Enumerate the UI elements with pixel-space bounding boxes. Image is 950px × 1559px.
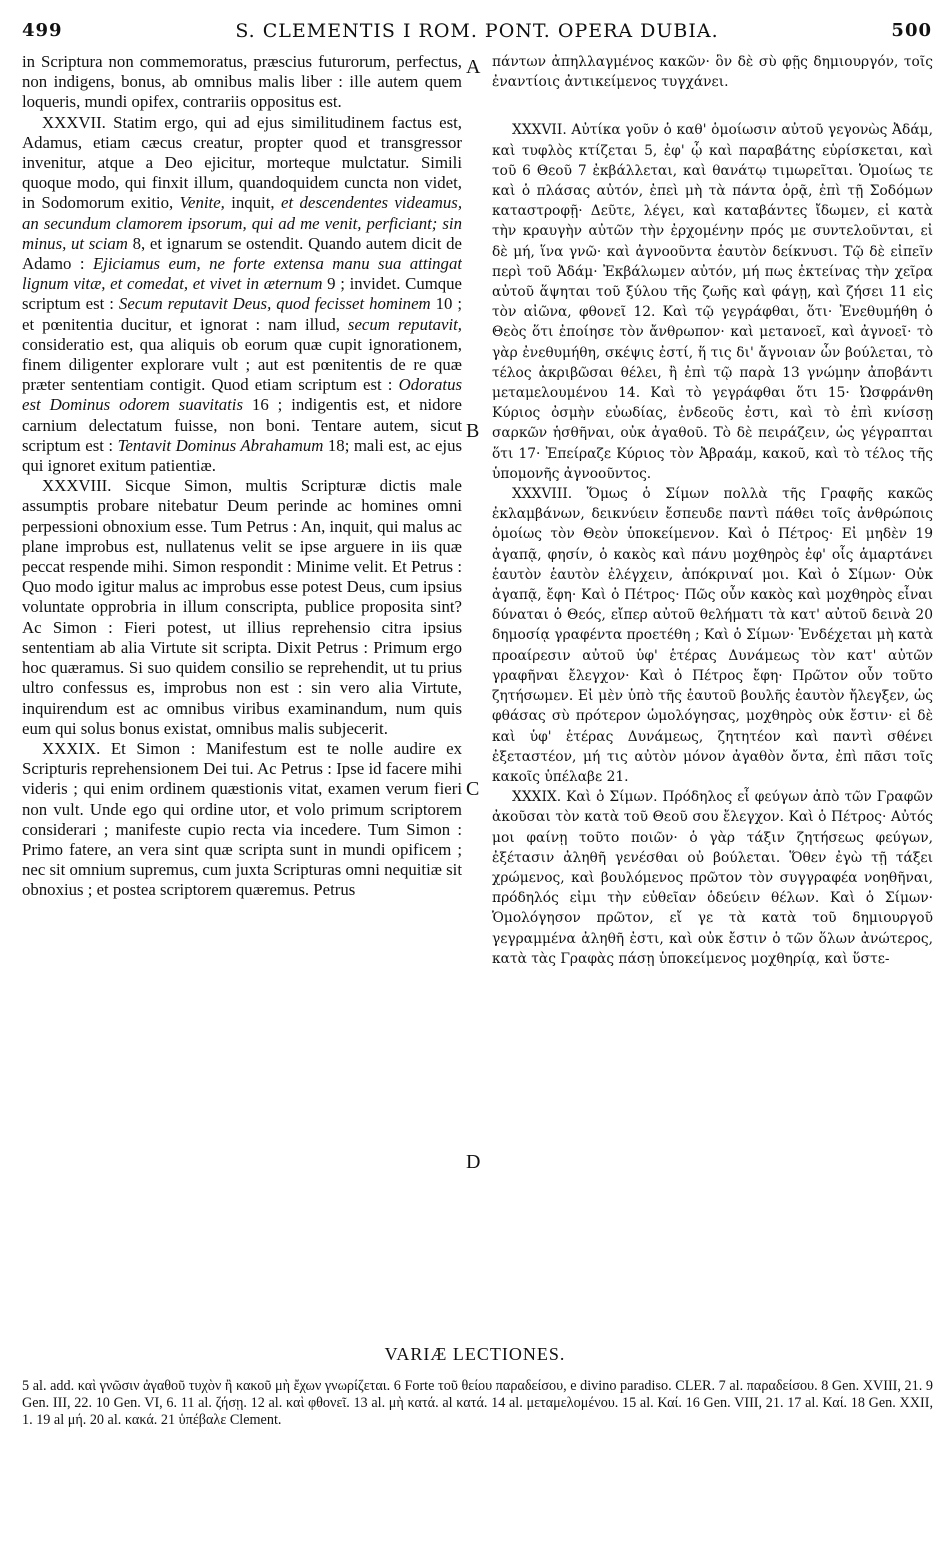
running-header <box>22 14 932 44</box>
greek-section-39: XXXIX. Καὶ ὁ Σίμων. Πρόδηλος εἶ φεύγων ἀπὸ τῶν Γραφῶν ἀκοῦσαι τὸν κατὰ τοῦ Θεοῦ σου ἔλεγχον. Καὶ ὁ Πέτρος· Αὐτός μοι φαίνῃ τοῦτο ποιῶν· ὁ γὰρ τάξιν ζητήσεως φεύγων, ἐξέτασιν ἀληθῆ γενέσθαι οὐ βούλεται. Ὅθεν ἐγὼ τῇ τάξει χρώμενος, καὶ βουλόμενος πρῶτον τὸν συγγραφέα νοηθῆναι, πρόδηλός εἰμι τὴν εὐθεῖαν ὁδεύειν θέλων. Καὶ ὁ Σίμων· Ὁμολόγησον πρῶτον, εἴ γε τὰ κατὰ τοῦ δημιουργοῦ γεγραμμένα ἀληθῆ ἐστι, καὶ οὐκ ἔστιν ὁ τῶν ὅλων ἀνώτερος, κατὰ τὰς Γραφὰς πάσῃ ὑποκείμενος μοχθηρίᾳ, καὶ ὕστε- <box>492 789 933 967</box>
latin-column <box>22 52 462 1322</box>
running-title: S. CLEMENTIS I ROM. PONT. OPERA DUBIA. <box>235 20 719 42</box>
page-number-right: 500 <box>891 20 932 41</box>
page-number-left: 499 <box>22 20 63 41</box>
greek-section-37: XXXVII. Αὐτίκα γοῦν ὁ καθ' ὁμοίωσιν αὐτοῦ γεγονὼς Ἀδάμ, καὶ τυφλὸς κτίζεται 5, ἐφ' ᾧ καὶ παραβάτης εὑρίσκεται, καὶ τοῦ 6 Θεοῦ 7 ἐκβάλλεται, καὶ θανάτῳ τιμωρεῖται. Ὁμοίως τε καὶ ὁ πλάσας αὐτόν, ἐπεὶ μὴ τὰ πάντα ὁρᾷ, ἐπὶ τῇ Σοδόμων καταστροφῇ· Δεῦτε, λέγει, καὶ καταβάντες ἴδωμεν, εἰ κατὰ τὴν κραυγὴν αὐτῶν τὴν ἐρχομένην πρός με συντελοῦνται, εἰ δὲ μή, ἵνα γνῶ· καὶ ἀγνοοῦντα ἑαυτὸν δείκνυσι. Τῷ δὲ εἰπεῖν περὶ τοῦ Ἀδάμ· Ἐκβάλωμεν αὐτόν, μή πως ἐκτείνας τὴν χεῖρα αὐτοῦ ἅψηται τοῦ ξύλου τῆς ζωῆς καὶ φάγῃ, καὶ ζήσει 11 εἰς τὸν αἰῶνα, φθονεῖ 12. Καὶ τῷ γεγράφθαι, ὅτι· Ἐνεθυμήθη ὁ Θεὸς ὅτι ἐποίησε τὸν ἄνθρωπον· καὶ μετανοεῖ, καὶ ἀγνοεῖ· τὸ γὰρ ἐνεθυμήθη, σκέψις ἐστί, ἥ τις δι' ἄγνοιαν ὧν βούλεται, τὸ τέλος ἀκριβῶσαι θέλει, ἢ ἐπὶ τῷ παρὰ 13 γνώμην ἀποβάντι μεταμελουμένου 14. Καὶ τὸ γεγράφθαι ὅτι 15· Ὠσφράνθη Κύριος ὀσμὴν εὐωδίας, ἐνδεοῦς ἐστι, καὶ τὸ ἐπὶ κνίσσῃ σαρκῶν ἡσθῆναι, οὐκ ἀγαθοῦ. Τὸ δὲ πειράζειν, ὡς γέγραπται ὅτι 17· Ἐπείραζε Κύριος τὸν Ἀβραάμ, κακοῦ, καὶ τὸ τέλος τῆς ὑπομονῆς ἀγνοοῦντος. <box>492 122 933 482</box>
variae-lectiones-heading: VARIÆ LECTIONES. <box>384 1344 566 1364</box>
margin-marker-a: A <box>466 56 481 78</box>
margin-marker-b: B <box>466 420 480 442</box>
variae-lectiones-notes: 5 al. add. καὶ γνῶσιν ἀγαθοῦ τυχὸν ἢ κακοῦ μὴ ἔχων γνωρίζεται. 6 Forte τοῦ θείου παραδείσου, e divino paradiso. CLER. 7 al. παραδείσου. 8 Gen. XVIII, 21. 9 Gen. III, 22. 10 Gen. VI, 6. 11 al. ζήσῃ. 12 al. καὶ φθονεῖ. 13 al. μὴ κατά. al κατά. 14 al. μεταμελομένου. 15 al. Καί. 16 Gen. VIII, 21. 17 al. Καί. 18 Gen. XXII, 1. 19 al μή. 20 al. κακά. 21 ὑπέβαλε Clement. <box>22 1378 933 1428</box>
margin-marker-c: C <box>466 778 480 800</box>
greek-column <box>492 52 933 1322</box>
latin-paragraph-intro: in Scriptura non commemoratus, præscius futurorum, perfectus, non indigens, bonus, ab omnibus malis liber : ille autem quem loqueris, mundi opifex, contrariis oppositus est. <box>22 52 462 112</box>
margin-marker-d: D <box>466 1151 481 1173</box>
latin-section-38: XXXVIII. Sicque Simon, multis Scripturæ dictis male assumptis probare nitebatur Deum perinde ac homines omni perpessioni obnoxium esse. Tum Petrus : An, inquit, qui malus ac plane improbus est, nullatenus velit se ipse arguere in iis quæ peccat respende mihi. Simon respondit : Minime velit. Et Petrus : Quo modo igitur malus ac improbus esse potest Deus, cum ipsius voluntate opprobria in illum conscripta, publice proposita sint? Ac Simon : Fieri potest, ut illius reprehensio citra ipsius sententiam ab alia Virtute sit scripta. Dixit Petrus : Primum ergo hoc quæramus. Si suo quidem consilio se reprehendit, ut tu prius ultro confessus es, improbus non est : sin vero alia Virtute, inquirendum est ac omnibus viribus examinandum, num quis eum qui solus bonus existat, omnibus malis subjecerit. <box>22 476 462 738</box>
greek-section-38: XXXVIII. Ὅμως ὁ Σίμων πολλὰ τῆς Γραφῆς κακῶς ἐκλαμβάνων, δεικνύειν ἔσπευδε παντὶ πάθει τοῖς ἀνθρώποις ὁμοίως τὸν Θεὸν ὑποκείμενον. Καὶ ὁ Πέτρος· Εἰ μηδὲν 19 ἀγαπᾷ, φησίν, ὁ κακὸς καὶ πάνυ μοχθηρὸς ἐφ' οἷς ἁμαρτάνει ἑαυτὸν ἑαυτὸν ἐλέγχειν, ἀπόκριναί μοι. Καὶ ὁ Σίμων· Οὐκ ἀγαπᾷ, ἔφη· Καὶ ὁ Πέτρος· Πῶς οὖν κακὸς καὶ μοχθηρὸς εἶναι δύναται ὁ Θεός, εἴπερ αὐτοῦ θελήματι τὰ κατ' αὐτοῦ δεινὰ 20 δημοσίᾳ γραφέντα προετέθη ; Καὶ ὁ Σίμων· Ἐνδέχεται μὴ κατὰ προαίρεσιν αὐτοῦ ὑφ' ἑτέρας Δυνάμεως τὸν κατ' αὐτῶν γραφῆναι ἔλεγχον· Καὶ ὁ Πέτρος ἔφη· Πρῶτον οὖν τοῦτο ζητήσωμεν. Εἰ μὲν ὑπὸ τῆς ἑαυτοῦ βουλῆς ἑαυτὸν ἤλεγξεν, ὡς φθάσας σὺ πρότερον ὡμολόγησας, μοχθηρὸς οὐκ ἔστιν· εἰ δὲ καὶ ὑφ' ἑτέρας Δυνάμεως, ζητητέον καὶ παντὶ σθένει ἐξεταστέον, μή τις αὐτὸν μόνον ἀγαθὸν ὄντα, ἐπὶ πᾶσι τοῖς κακοῖς ὑπέλαβε 21. <box>492 486 933 785</box>
latin-section-39: XXXIX. Et Simon : Manifestum est te nolle audire ex Scripturis reprehensionem Dei tui. Ac Petrus : Ipse id facere mihi videris ; qui enim ordinem quæstionis vitat, examen verum fieri non vult. Unde ego qui ordine utor, et volo primum scriptorem considerari ; manifeste cupio recta via incedere. Tum Simon : Primo fatere, an vera sint quæ scripta sunt in mundi opificem ; nec sit omnium supremus, cum juxta Scripturas omni nequitiæ sit obnoxius ; et postea scriptorem quæremus. Petrus <box>22 738 462 900</box>
greek-paragraph-intro: πάντων ἀπηλλαγμένος κακῶν· ὃν δὲ σὺ φῇς δημιουργόν, τοῖς ἐναντίοις ἀντικείμενος τυγχάνει. <box>492 54 933 91</box>
latin-section-37: XXXVII. Statim ergo, qui ad ejus similitudinem factus est, Adamus, etiam cæcus creatur, propter quod et transgressor invenitur, atque a Deo ejicitur, morteque mulctatur. Simili quoque modo, qui finxit illum, quandoquidem cuncta non videt, in Sodomorum exitio, Venite, inquit, et descendentes videamus, an secundum clamorem ipsorum, qui ad me venit, perficiant; sin minus, ut sciam 8, et ignarum se ostendit. Quando autem dicit de Adamo : Ejiciamus eum, ne forte extensa manu sua attingat lignum vitæ, et comedat, et vivet in æternum 9 ; invidet. Cumque scriptum est : Secum reputavit Deus, quod fecisset hominem 10 ; et pœnitentia ducitur, et ignorat : nam illud, secum reputavit, consideratio est, qua aliquis ob eorum quæ cupit ignorationem, finem diligenter explorare vult ; aut est pœnitentis de re quæ præter sententiam contigit. Quod etiam scriptum est : Odoratus est Dominus odorem suavitatis 16 ; indigentis est, et nidore carnium delectatum fuisse, non boni. Tentare autem, sicut scriptum est : Tentavit Dominus Abrahamum 18; mali est, ac ejus qui ignoret exitum patientiæ. <box>22 112 462 476</box>
